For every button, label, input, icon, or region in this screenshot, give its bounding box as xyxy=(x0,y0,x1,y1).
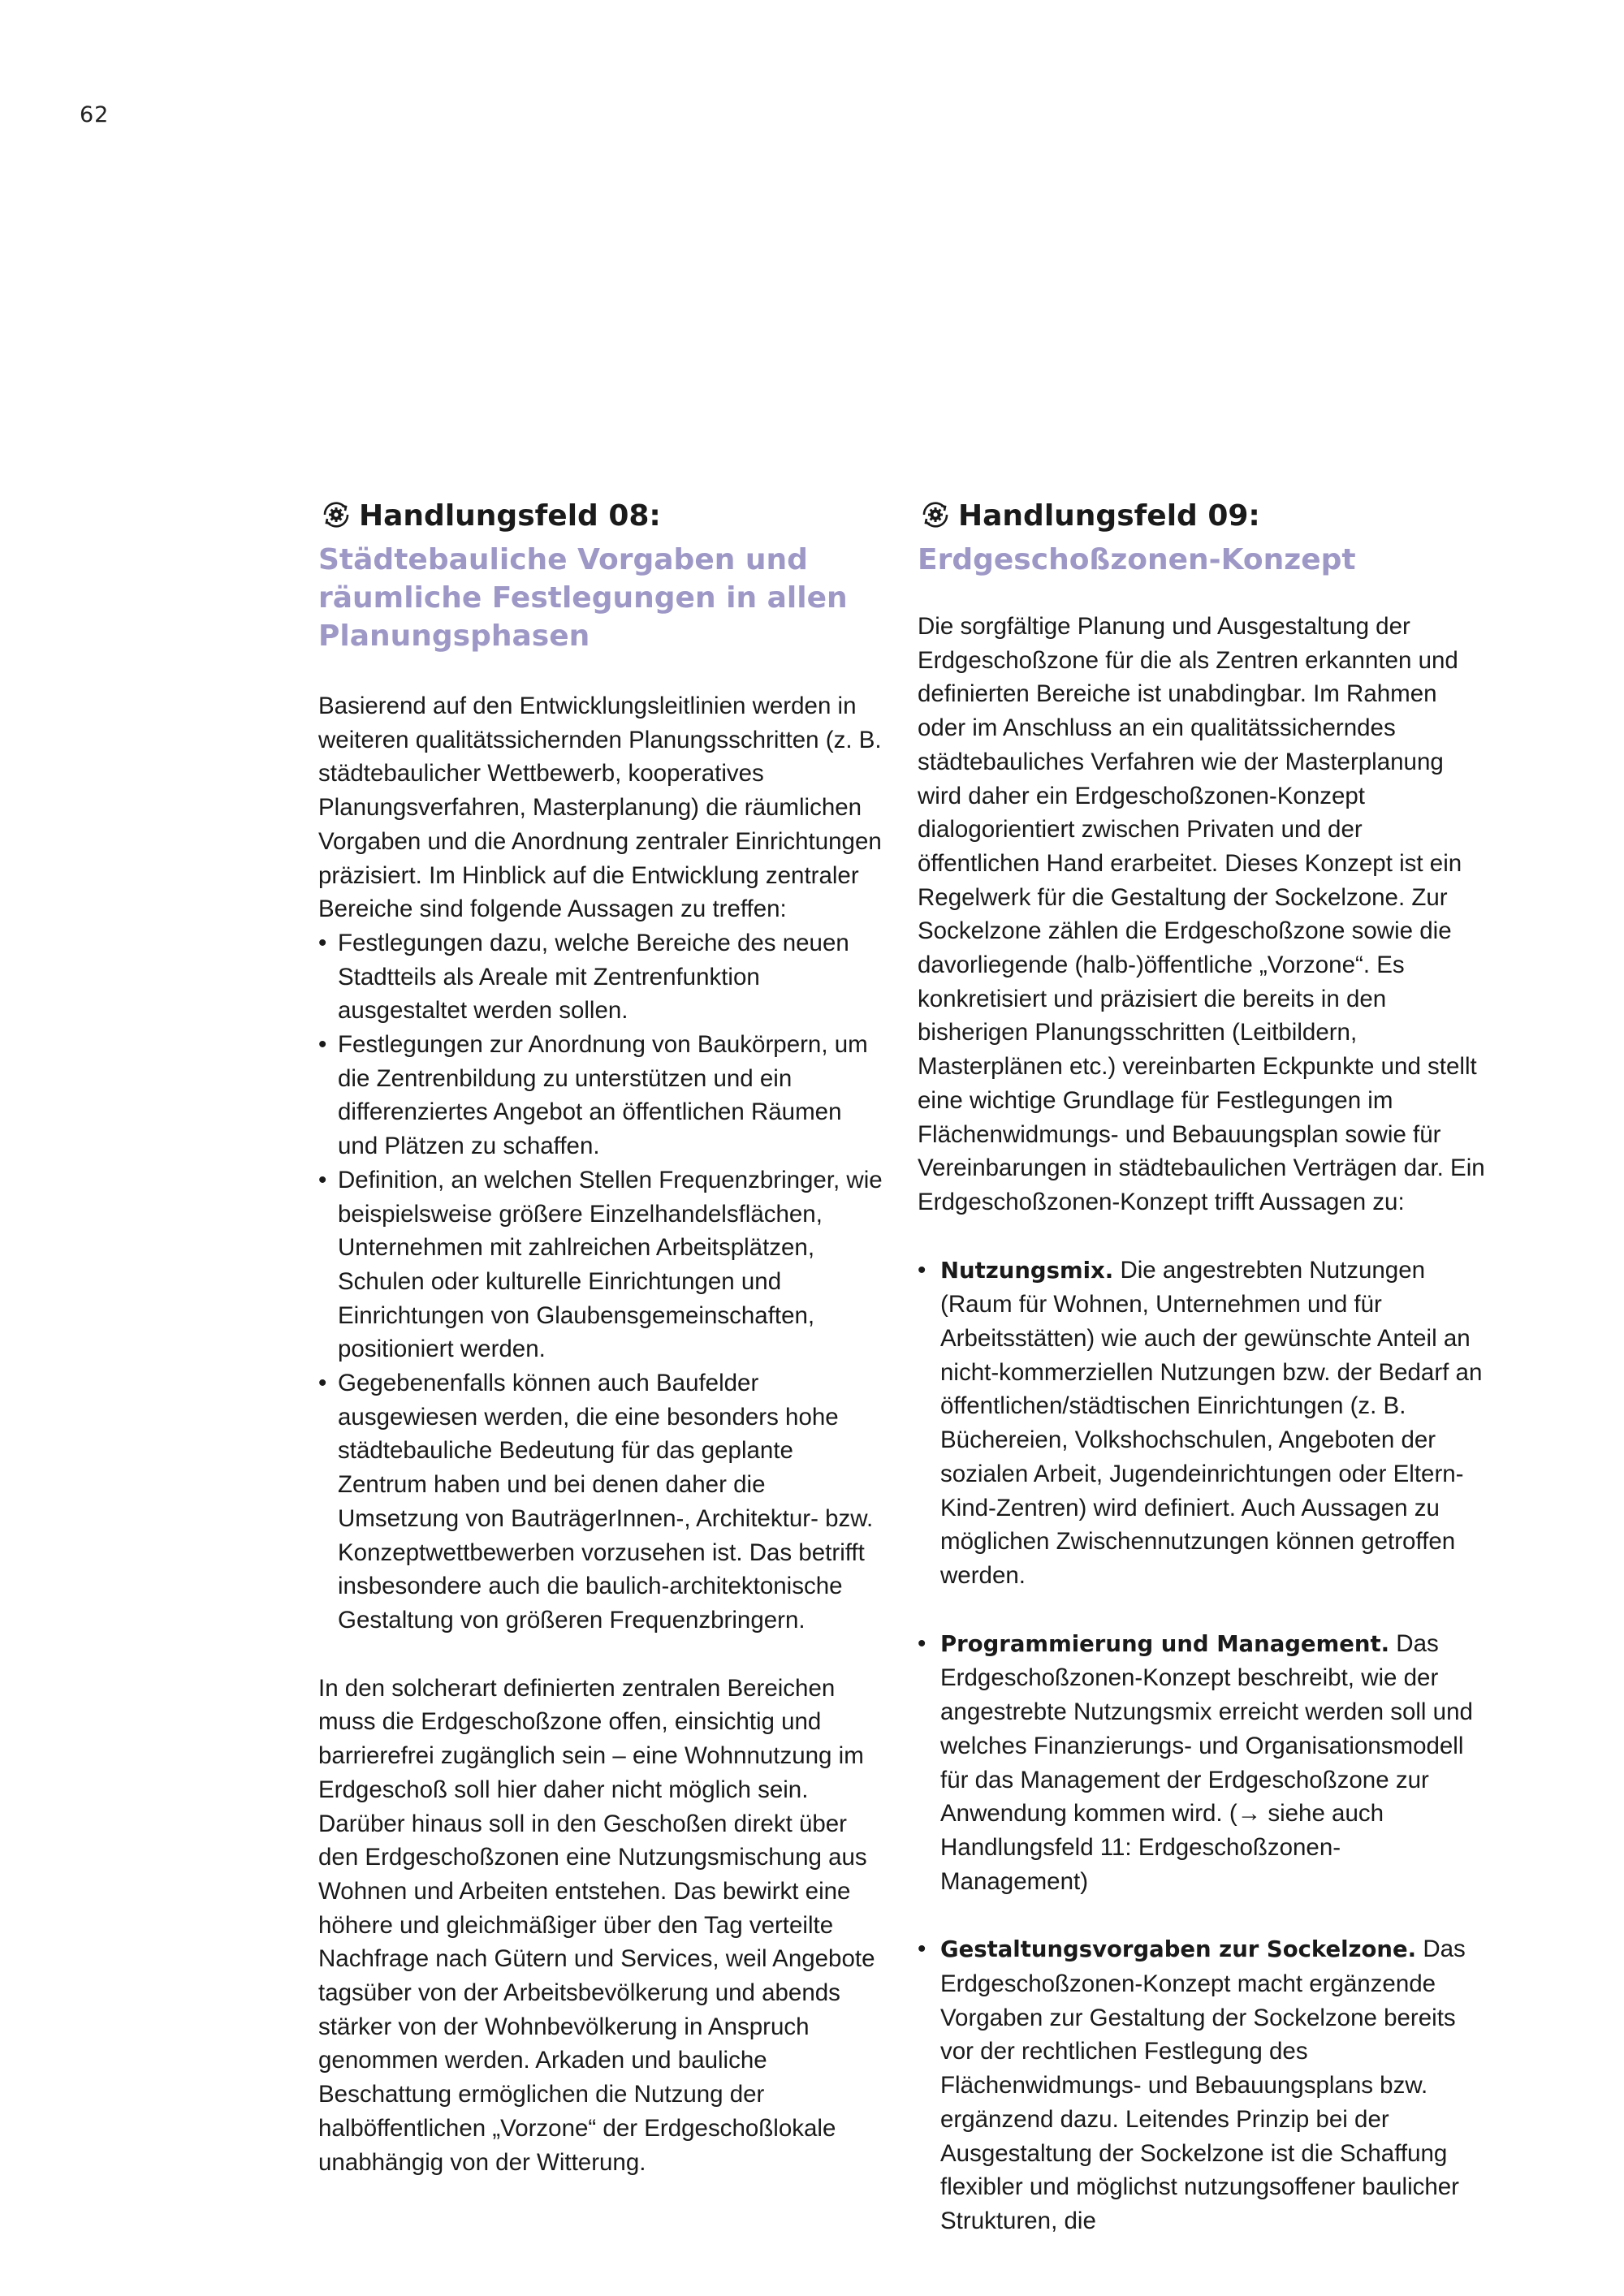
list-item xyxy=(918,1627,1486,1899)
list-item: • Festlegungen zur Anordnung von Baukörpern, um die Zentrenbildung zu unterstützen und ein differenziertes Angebot an öffentlichen Räumen und Plätzen zu schaffen. xyxy=(318,1028,887,1163)
list-item xyxy=(918,1254,1486,1593)
item-lead: Gestaltungsvorgaben zur Sockelzone. xyxy=(940,1936,1417,1963)
list-item xyxy=(918,1932,1486,2238)
intro-paragraph: Basierend auf den Entwicklungsleitlinien werden in weiteren qualitätssichernden Planungsschritten (z. B. städtebaulicher Wettbewerb, kooperatives Planungsverfahren, Masterplanung) die räumlichen Vorgaben und die Anordnung zentraler Einrichtungen präzisiert. Im Hinblick auf die Entwicklung zentraler Bereiche sind folgende Aussagen zu treffen: xyxy=(318,693,882,923)
item-text: Das Erdgeschoßzonen-Konzept beschreibt, wie der angestrebte Nutzungsmix erreicht werden soll und welches Finanzierungs- und Organisationsmodell für das Management der Erdgeschoßzone zur Anwendung kommen wird. (→ siehe auch Handlungsfeld 11: Erdgeschoßzonen-Management) xyxy=(940,1629,1473,1895)
heading-label: Handlungsfeld 08: xyxy=(359,499,661,533)
list-item: • Gegebenenfalls können auch Baufelder ausgewiesen werden, die eine besonders hohe städtebauliche Bedeutung für das geplante Zentrum haben und bei denen daher die Umsetzung von BauträgerInnen-, Architektur- bzw. Konzeptwettbewerben vorzusehen ist. Das betrifft insbesondere auch die baulich-architektonische Gestaltung von größeren Frequenzbringern. xyxy=(318,1366,887,1638)
intro-paragraph: Die sorgfältige Planung und Ausgestaltung der Erdgeschoßzone für die als Zentren erkannten und definierten Bereiche ist unabdingbar. Im Rahmen oder im Anschluss an ein qualitätssicherndes städtebauliches Verfahren wie der Masterplanung wird daher ein Erdgeschoßzonen-Konzept dialogorientiert zwischen Privaten und der öffentlichen Hand erarbeitet. Dieses Konzept ist ein Regelwerk für die Gestaltung der Sockelzone. Zur Sockelzone zählen die Erdgeschoßzone sowie die davorliegende (halb-)öffentliche „Vorzone“. Es konkretisiert und präzisiert die bereits in den bisherigen Planungsschritten (Leitbildern, Masterplänen etc.) vereinbarten Eckpunkte und stellt eine wichtige Grundlage für Festlegungen im Flächenwidmungs- und Bebauungsplan sowie für Vereinbarungen in städtebaulichen Verträgen dar. Ein Erdgeschoßzonen-Konzept trifft Aussagen zu: xyxy=(918,613,1485,1215)
left-column xyxy=(318,497,887,2179)
right-column xyxy=(918,497,1486,2238)
list-item: • Festlegungen dazu, welche Bereiche des neuen Stadtteils als Areale mit Zentrenfunktion ausgestaltet werden sollen. xyxy=(318,926,887,1028)
bullet-list xyxy=(918,1254,1486,2238)
list-item: • Definition, an welchen Stellen Frequenzbringer, wie beispielsweise größere Einzelhandelsflächen, Unternehmen mit zahlreichen Arbeitsplätzen, Schulen oder kulturelle Einrichtungen und Einrichtungen von Glaubensgemeinschaften, positioniert werden. xyxy=(318,1163,887,1366)
item-lead: Nutzungsmix. xyxy=(940,1257,1114,1284)
page-number: 62 xyxy=(80,102,110,127)
closing-paragraph: In den solcherart definierten zentralen Bereichen muss die Erdgeschoßzone offen, einsichtig und barrierefrei zugänglich sein – eine Wohnnutzung im Erdgeschoß soll hier daher nicht möglich sein. Darüber hinaus soll in den Geschoßen direkt über den Erdgeschoßzonen eine Nutzungsmischung aus Wohnen und Arbeiten entstehen. Das bewirkt eine höhere und gleichmäßiger über den Tag verteilte Nachfrage nach Gütern und Services, weil Angebote tagsüber von der Arbeitsbevölkerung und abends stärker von der Wohnbevölkerung in Anspruch genommen werden. Arkaden und bauliche Beschattung ermöglichen die Nutzung der halböffentlichen „Vorzone“ der Erdgeschoßlokale unabhängig von der Witterung. xyxy=(318,1674,875,2176)
settings-cycle-icon xyxy=(918,498,953,541)
left-heading xyxy=(318,497,887,655)
settings-cycle-icon xyxy=(318,498,354,541)
item-text: Das Erdgeschoßzonen-Konzept macht ergänzende Vorgaben zur Gestaltung der Sockelzone bereits vor der rechtlichen Festlegung des Flächenwidmungs- und Bebauungsplans bzw. ergänzend dazu. Leitendes Prinzip bei der Ausgestaltung der Sockelzone ist die Schaffung flexibler und möglichst nutzungsoffener baulicher Strukturen, die xyxy=(940,1936,1466,2234)
heading-label: Handlungsfeld 09: xyxy=(958,499,1260,533)
bullet-list xyxy=(318,926,887,1638)
right-heading xyxy=(918,497,1486,579)
heading-title: Städtebauliche Vorgaben und räumliche Festlegungen in allen Planungsphasen xyxy=(318,543,848,653)
item-text: Die angestrebten Nutzungen (Raum für Wohnen, Unternehmen und für Arbeitsstätten) wie auch der gewünschte Anteil an nicht-kommerziellen Nutzungen bzw. der Bedarf an öffentlichen/städtischen Einrichtungen (z. B. Büchereien, Volkshochschulen, Angeboten der sozialen Arbeit, Jugendeinrichtungen oder Eltern-Kind-Zentren) wird definiert. Auch Aussagen zu möglichen Zwischennutzungen können getroffen werden. xyxy=(940,1256,1483,1589)
item-lead: Programmierung und Management. xyxy=(940,1630,1390,1657)
heading-title: Erdgeschoßzonen-Konzept xyxy=(918,543,1356,576)
